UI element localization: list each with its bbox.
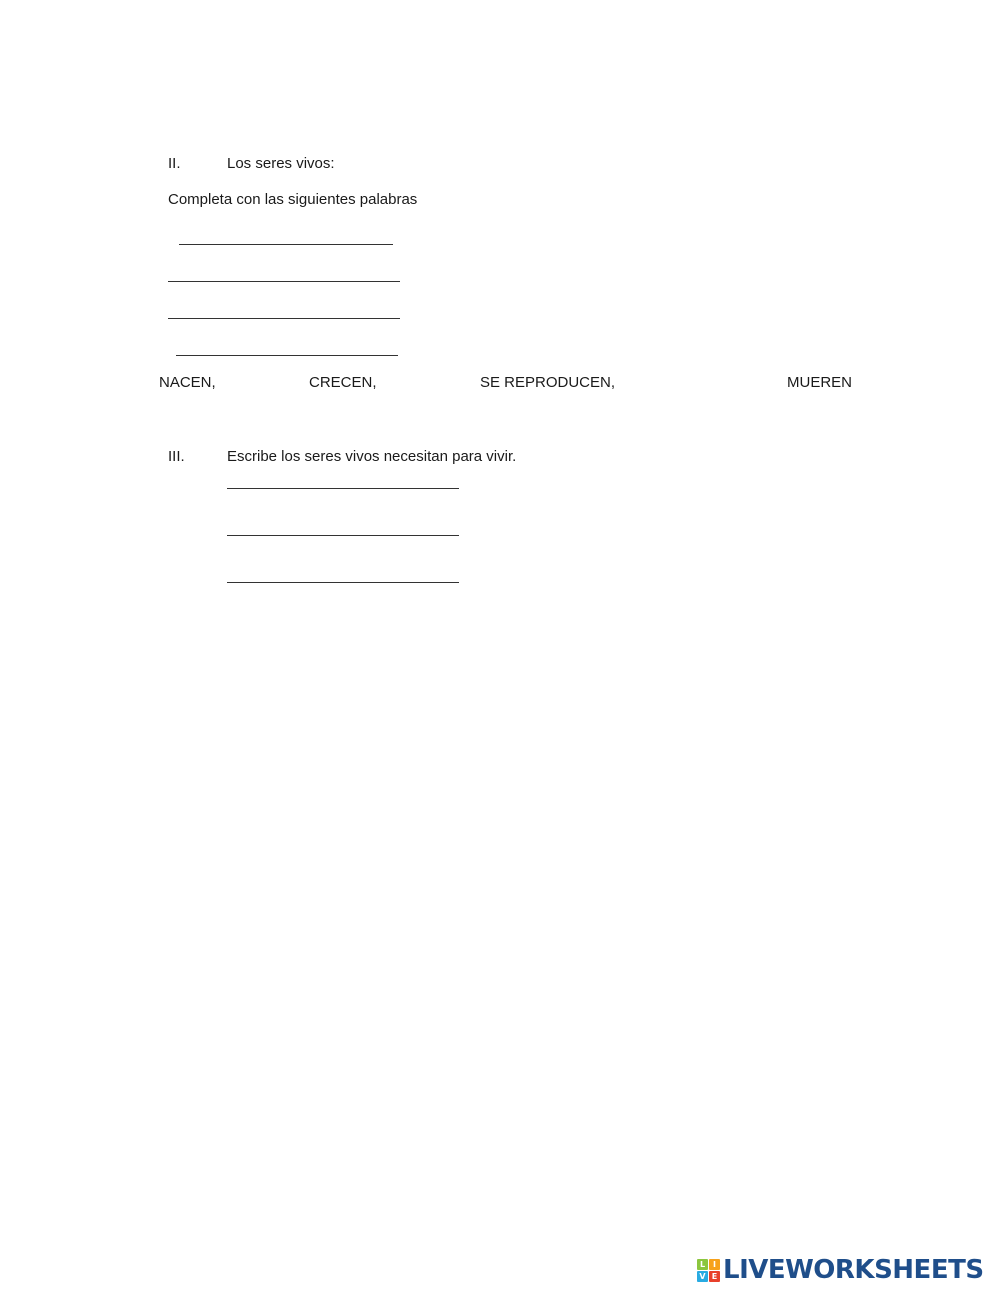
answer-input-6[interactable] (227, 515, 459, 535)
answer-input-5[interactable] (227, 468, 459, 488)
answer-input-2[interactable] (168, 261, 400, 281)
answer-input-3[interactable] (168, 298, 400, 318)
word-bank-item: NACEN, (159, 374, 216, 391)
logo-text: LIVEWORKSHEETS (723, 1255, 984, 1285)
section-ii-title: Los seres vivos: (227, 155, 335, 172)
answer-blank-line (227, 535, 459, 536)
liveworksheets-logo (697, 1257, 984, 1283)
logo-tiles-icon (697, 1259, 720, 1282)
answer-blank-line (176, 355, 398, 356)
word-bank-item: MUEREN (787, 374, 853, 391)
answer-input-7[interactable] (227, 562, 459, 582)
word-bank-item: CRECEN, (309, 374, 377, 391)
answer-blank-line (227, 582, 459, 583)
answer-blank-line (227, 488, 459, 489)
answer-input-1[interactable] (179, 224, 393, 244)
logo-tile-l: L (697, 1259, 708, 1270)
answer-blank-line (179, 244, 393, 245)
section-ii-instruction: Completa con las siguientes palabras (168, 191, 418, 208)
logo-tile-e: E (709, 1271, 720, 1282)
section-ii-number: II. (168, 155, 181, 172)
answer-blank-line (168, 318, 400, 319)
section-iii-title: Escribe los seres vivos necesitan para vivir. (227, 448, 517, 465)
logo-tile-i: I (709, 1259, 720, 1270)
word-bank-item: SE REPRODUCEN, (480, 374, 616, 391)
logo-tile-v: V (697, 1271, 708, 1282)
answer-input-4[interactable] (176, 335, 398, 355)
answer-blank-line (168, 281, 400, 282)
section-iii-number: III. (168, 448, 185, 465)
